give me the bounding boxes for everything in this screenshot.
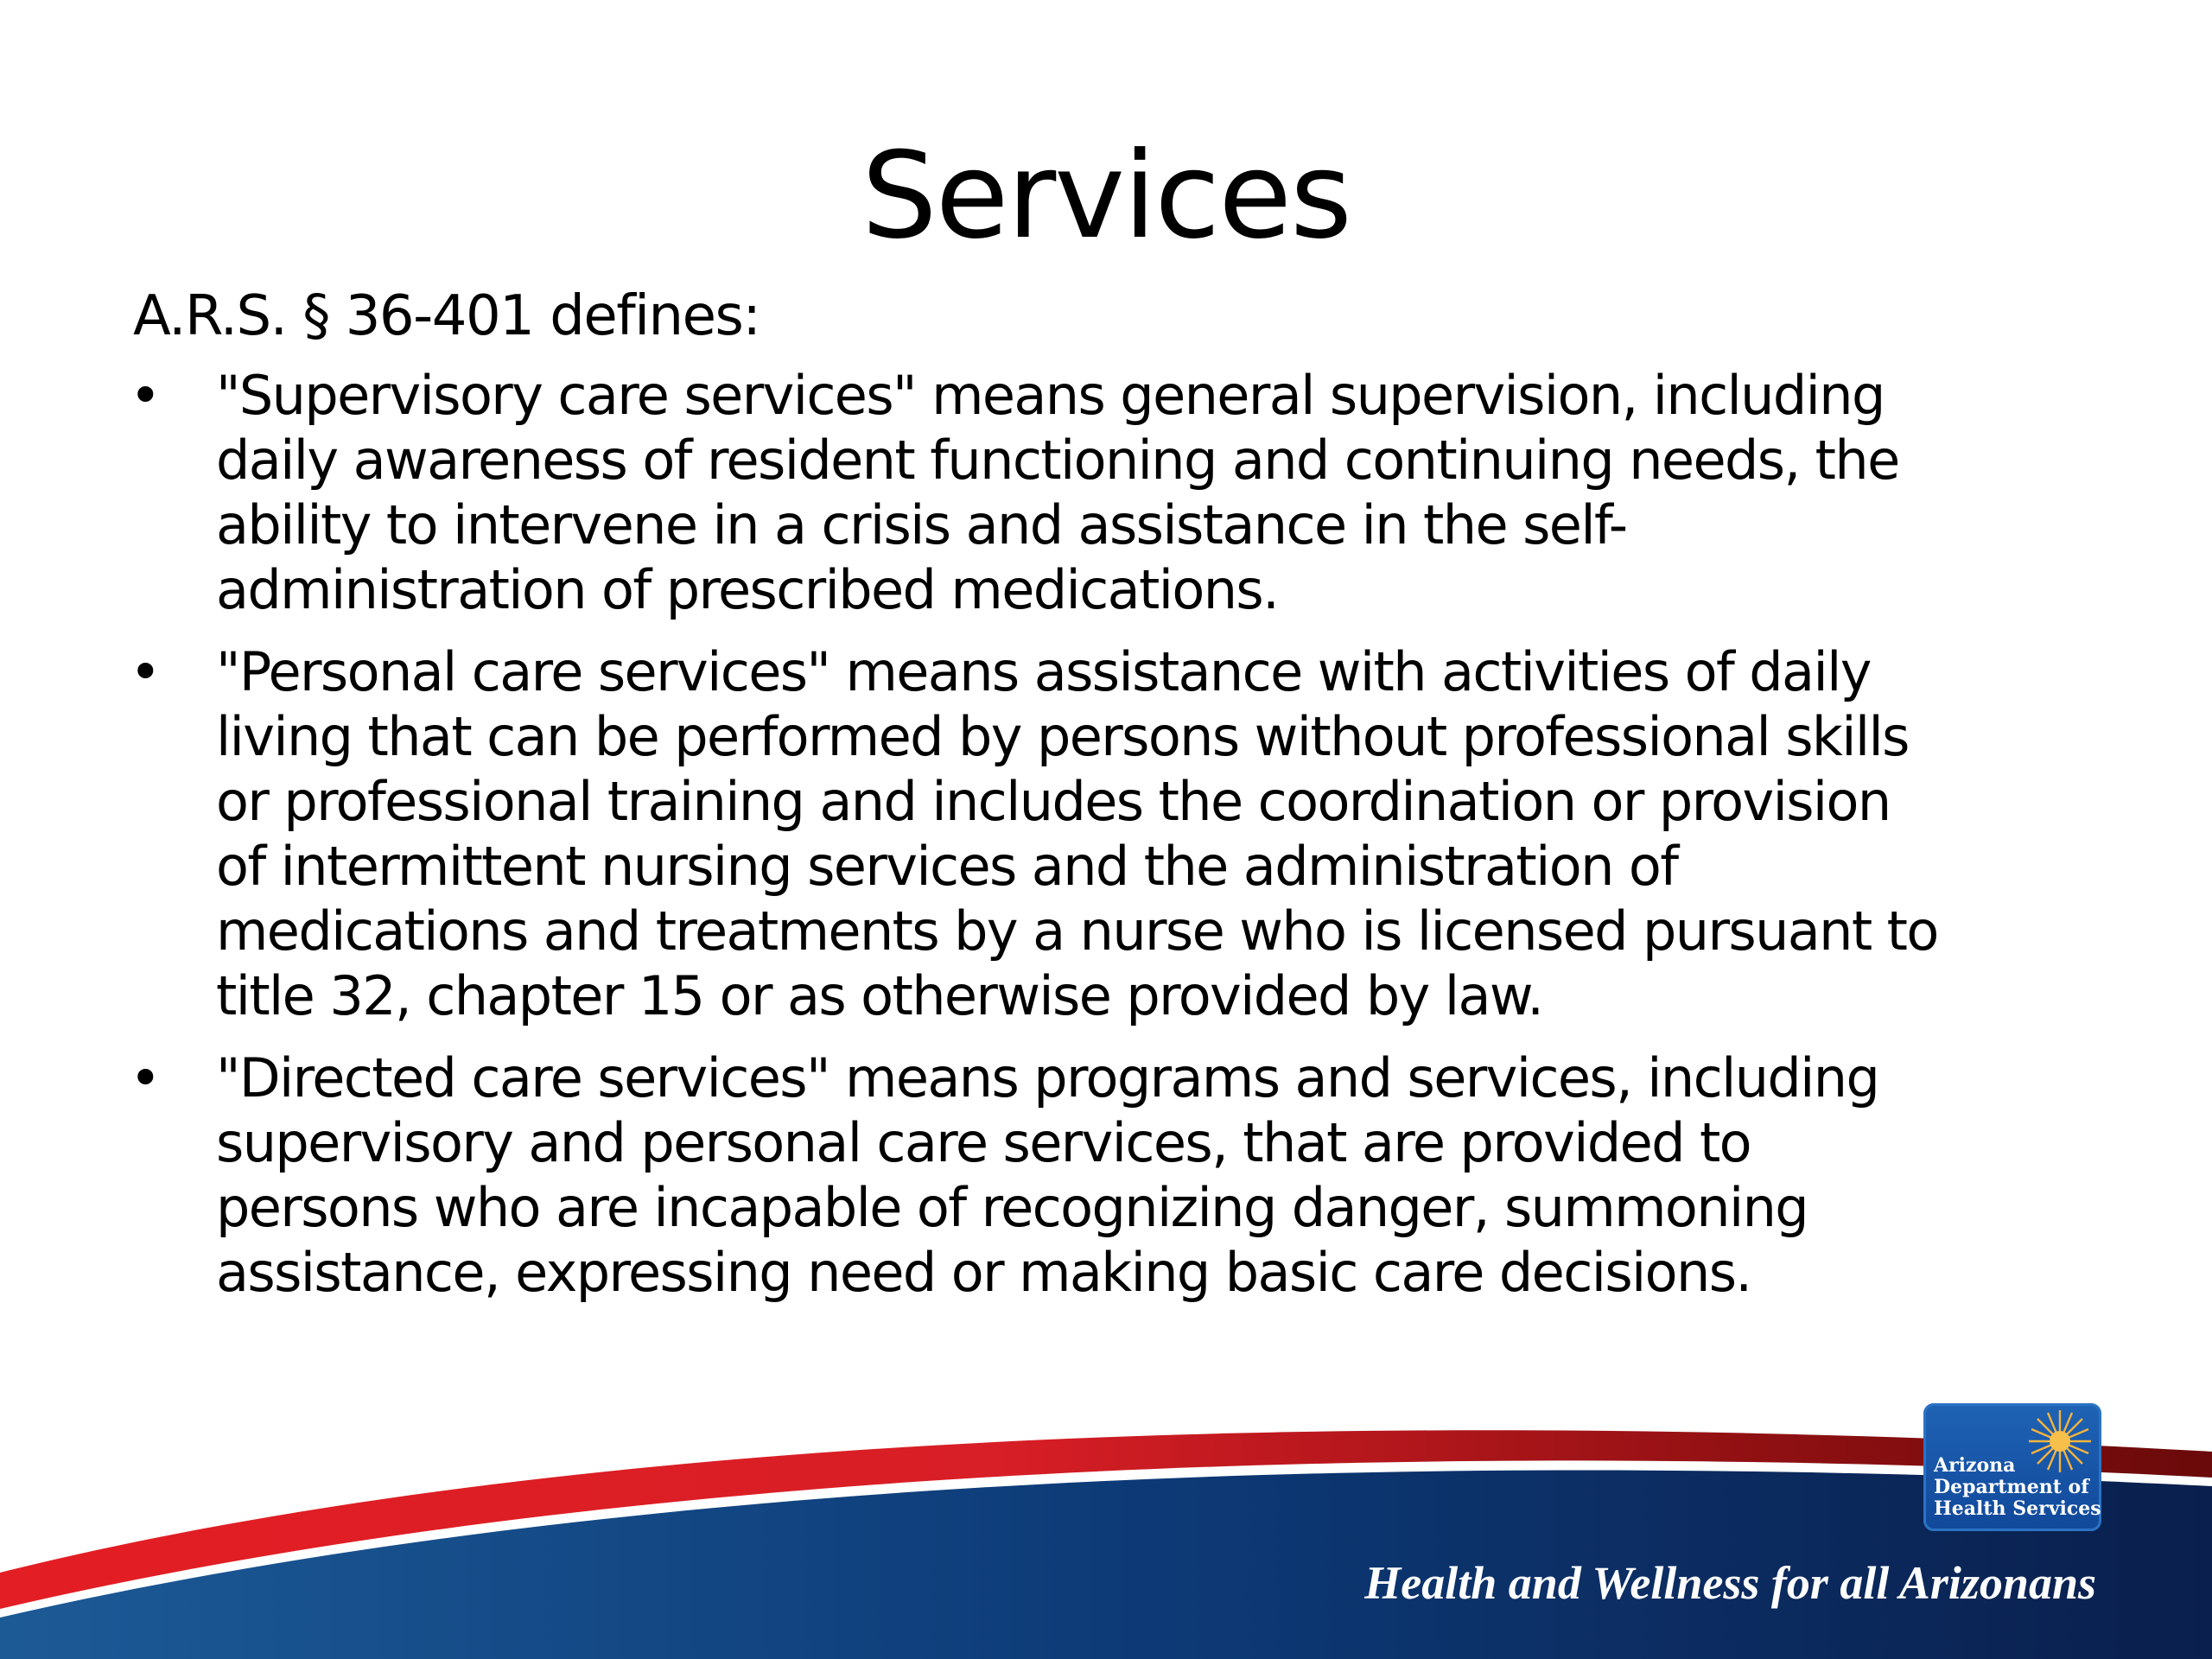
bullet-line: of intermittent nursing services and the administration of [216, 835, 1678, 898]
bullet-line: "Directed care services" means programs and services, including [216, 1046, 1879, 1109]
logo-line: Health Services [1934, 1497, 2101, 1520]
bullet-line: medications and treatments by a nurse who is licensed pursuant to [216, 899, 1938, 963]
bullet-line: living that can be performed by persons without professional skills [216, 705, 1909, 768]
bullet-line: or professional training and includes the coordination or provision [216, 770, 1891, 833]
bullet-line: daily awareness of resident functioning and continuing needs, the [216, 429, 1899, 492]
tagline: Health and Wellness for all Arizonans [1364, 1557, 2096, 1609]
bullet-line: ability to intervene in a crisis and assistance in the self- [216, 493, 1627, 556]
bullet-line: "Supervisory care services" means general supervision, including [216, 364, 1885, 427]
bullet-list [130, 363, 2082, 1322]
bullet-line: persons who are incapable of recognizing danger, summoning [216, 1176, 1808, 1239]
bullet-line: assistance, expressing need or making basic care decisions. [216, 1241, 1751, 1304]
footer-swoosh [0, 1348, 2212, 1659]
bullet-icon: • [130, 364, 160, 427]
bullet-item-personal-care [130, 639, 2082, 1028]
bullet-line: title 32, chapter 15 or as otherwise provided by law. [216, 964, 1543, 1027]
bullet-line: administration of prescribed medications. [216, 558, 1279, 621]
bullet-line: supervisory and personal care services, that are provided to [216, 1111, 1751, 1174]
intro-text: A.R.S. § 36-401 defines: [133, 284, 760, 348]
bullet-item-supervisory-care [130, 363, 2082, 622]
slide-title: Services [861, 126, 1351, 265]
logo-line: Arizona [1934, 1454, 2016, 1477]
bullet-item-directed-care [130, 1046, 2082, 1305]
logo-line: Department of [1934, 1476, 2089, 1498]
bullet-line: "Personal care services" means assistance with activities of daily [216, 640, 1871, 703]
bullet-icon: • [130, 1046, 160, 1109]
bullet-icon: • [130, 640, 160, 703]
logo-text [1934, 1455, 2101, 1520]
adhs-logo [1923, 1403, 2101, 1531]
